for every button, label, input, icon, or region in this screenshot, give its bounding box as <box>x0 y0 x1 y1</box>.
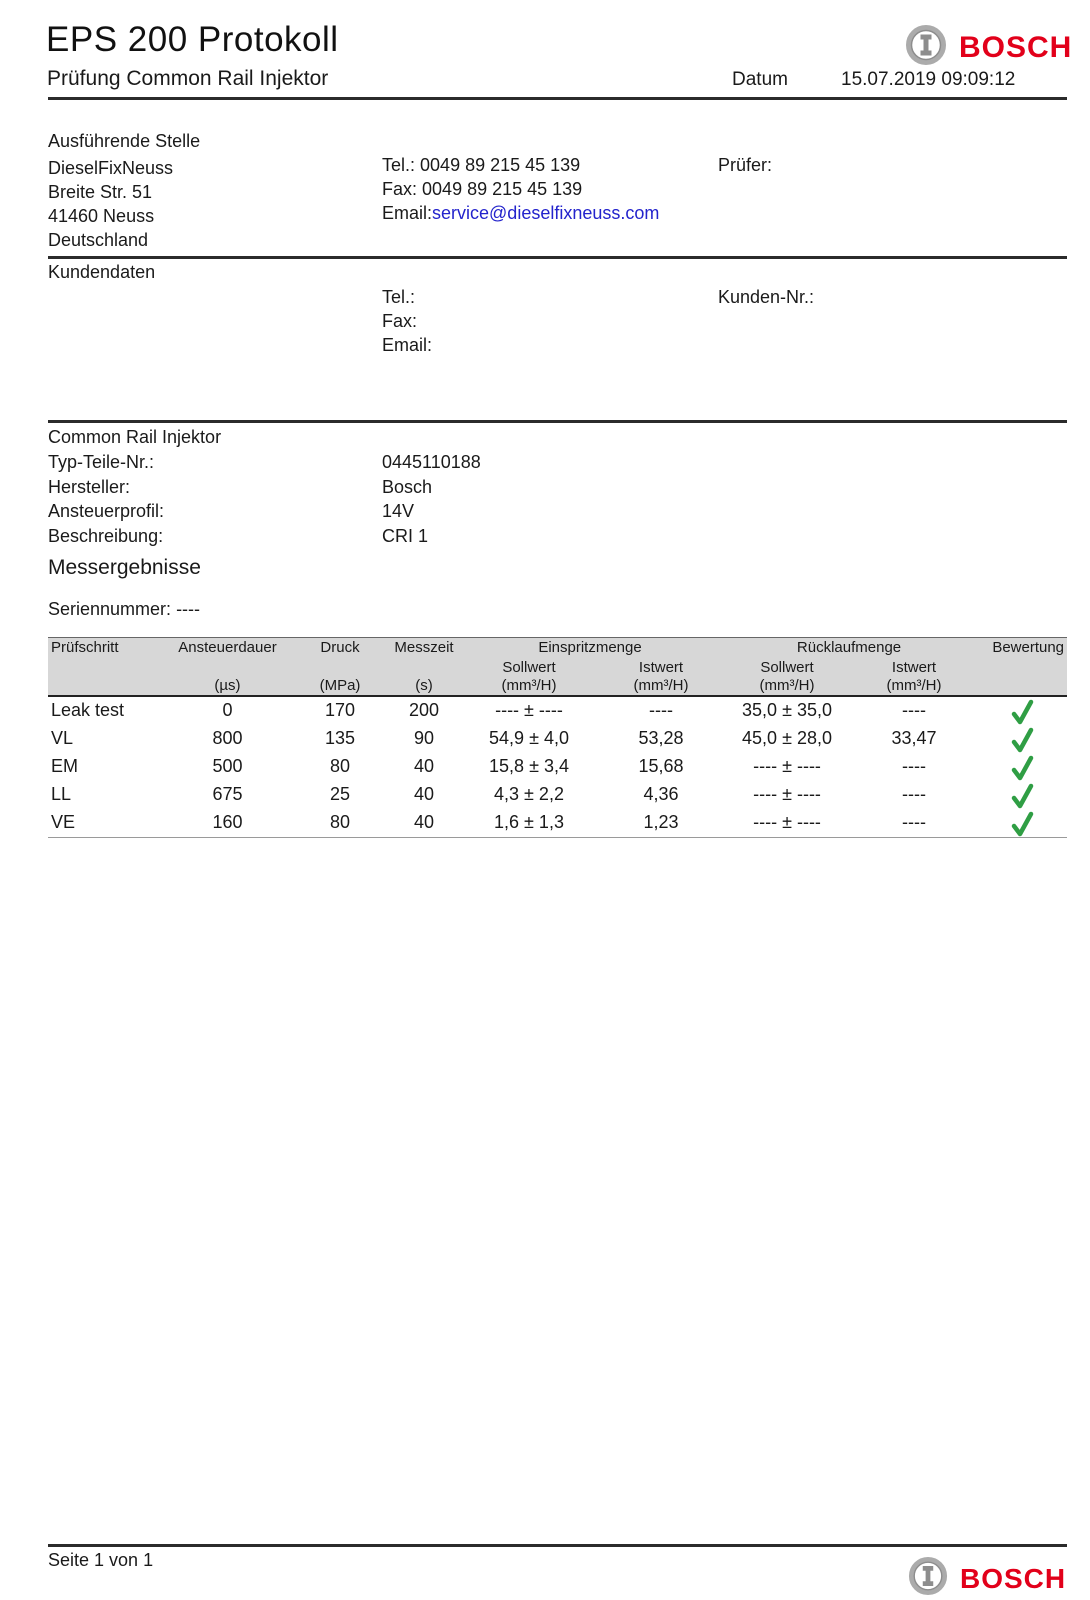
table-header-row-2 <box>48 658 1067 677</box>
bosch-logo-footer <box>908 1556 1066 1600</box>
table-row <box>48 696 1067 725</box>
cell-time: 200 <box>408 700 440 720</box>
col-einspritzmenge: Einspritzmenge <box>458 638 722 658</box>
cell-inj-set: 54,9 ± 4,0 <box>489 728 569 748</box>
injector-row-value: CRI 1 <box>382 526 429 546</box>
injector-row-value: 0445110188 <box>382 452 481 472</box>
cell-ret-act: ---- <box>902 700 927 720</box>
col-messzeit: Messzeit <box>390 638 458 658</box>
bosch-anchor-icon <box>908 1556 948 1600</box>
table-row <box>48 725 1067 753</box>
col-ruecklauf-istwert: Istwert <box>852 658 976 677</box>
tel-label: Tel.: <box>382 155 416 175</box>
cell-ret-set: 45,0 ± 28,0 <box>742 728 832 748</box>
bosch-logo <box>905 24 1072 71</box>
table-row <box>48 753 1067 781</box>
cell-time: 40 <box>413 784 435 804</box>
unit-s: (s) <box>390 677 458 696</box>
cell-step: VL <box>51 728 74 748</box>
page-title: EPS 200 Protokoll <box>46 20 339 59</box>
check-icon <box>976 696 1067 725</box>
bosch-anchor-icon <box>905 24 947 71</box>
cell-pressure: 80 <box>329 756 351 776</box>
executing-country: Deutschland <box>48 230 149 250</box>
executing-email <box>382 203 659 224</box>
executing-street: Breite Str. 51 <box>48 182 153 202</box>
customer-fax-label: Fax: <box>382 311 418 331</box>
check-icon <box>976 753 1067 781</box>
injector-row-label: Hersteller: <box>48 477 131 497</box>
executing-city: 41460 Neuss <box>48 206 155 226</box>
cell-ret-act: 33,47 <box>891 728 937 748</box>
cell-step: VE <box>48 809 165 838</box>
footer-divider <box>48 1544 1067 1547</box>
cell-ret-set: ---- ± ---- <box>753 784 821 804</box>
cell-time: 40 <box>413 756 435 776</box>
cell-inj-act: ---- <box>649 700 673 720</box>
injector-row-value: 14V <box>382 501 415 521</box>
cell-pressure: 170 <box>324 700 356 720</box>
cell-pressure: 80 <box>290 809 390 838</box>
unit-us: (µs) <box>165 677 290 696</box>
executing-name: DieselFixNeuss <box>48 158 174 178</box>
page-subtitle: Prüfung Common Rail Injektor <box>47 67 329 90</box>
page-number: Seite 1 von 1 <box>48 1550 154 1570</box>
injector-divider <box>48 420 1067 423</box>
cell-inj-set: 1,6 ± 1,3 <box>458 809 600 838</box>
col-einspritz-sollwert: Sollwert <box>458 658 600 677</box>
unit-mm3h: (mm³/H) <box>458 677 600 696</box>
cell-ret-act: ---- <box>852 809 976 838</box>
cell-duration: 500 <box>212 756 243 776</box>
customer-number-label: Kunden-Nr.: <box>718 287 815 307</box>
col-bewertung: Bewertung <box>976 638 1067 658</box>
cell-duration: 160 <box>165 809 290 838</box>
cell-pressure: 135 <box>324 728 356 748</box>
col-ansteuerdauer: Ansteuerdauer <box>165 638 290 658</box>
col-ruecklaufmenge: Rücklaufmenge <box>722 638 976 658</box>
customer-email-label: Email: <box>382 335 433 355</box>
serial-value: ---- <box>176 599 201 619</box>
serial-number <box>48 599 200 620</box>
cell-inj-act: 53,28 <box>638 728 684 748</box>
col-einspritz-istwert: Istwert <box>600 658 722 677</box>
cell-inj-set: 4,3 ± 2,2 <box>494 784 564 804</box>
cell-inj-set: 15,8 ± 3,4 <box>489 756 569 776</box>
serial-label: Seriennummer: <box>48 599 172 619</box>
customer-tel-label: Tel.: <box>382 287 416 307</box>
unit-mm3h: (mm³/H) <box>722 677 852 696</box>
fax-value: 0049 89 215 45 139 <box>422 179 583 199</box>
unit-mm3h: (mm³/H) <box>600 677 722 696</box>
date-value: 15.07.2019 09:09:12 <box>841 69 1016 90</box>
cell-time: 90 <box>413 728 435 748</box>
injector-row-label: Typ-Teile-Nr.: <box>48 452 155 472</box>
executing-fax <box>382 179 582 200</box>
date-label: Datum <box>732 69 788 90</box>
email-label: Email: <box>382 203 433 223</box>
cell-duration: 675 <box>212 784 243 804</box>
table-header-row-1 <box>48 638 1067 658</box>
check-icon <box>976 809 1067 838</box>
cell-step: Leak test <box>51 700 125 720</box>
cell-ret-set: 35,0 ± 35,0 <box>742 700 832 720</box>
customer-heading: Kundendaten <box>48 262 156 282</box>
injector-heading: Common Rail Injektor <box>48 427 222 447</box>
check-icon <box>976 781 1067 809</box>
unit-mpa: (MPa) <box>290 677 390 696</box>
col-ruecklauf-sollwert: Sollwert <box>722 658 852 677</box>
cell-pressure: 25 <box>329 784 351 804</box>
bosch-wordmark: BOSCH <box>960 1562 1067 1594</box>
cell-ret-act: ---- <box>902 784 927 804</box>
cell-inj-act: 15,68 <box>638 756 684 776</box>
cell-step: LL <box>51 784 72 804</box>
cell-inj-act: 1,23 <box>600 809 722 838</box>
customer-divider <box>48 256 1067 259</box>
results-table <box>48 637 1067 838</box>
table-row <box>48 781 1067 809</box>
fax-label: Fax: <box>382 179 418 199</box>
injector-row-value: Bosch <box>382 477 433 497</box>
cell-ret-set: ---- ± ---- <box>753 756 821 776</box>
cell-inj-set: ---- ± ---- <box>495 700 563 720</box>
col-pruefschritt: Prüfschritt <box>48 638 165 658</box>
email-link[interactable]: service@dieselfixneuss.com <box>432 203 660 223</box>
cell-time: 40 <box>390 809 458 838</box>
tel-value: 0049 89 215 45 139 <box>420 155 581 175</box>
cell-inj-act: 4,36 <box>643 784 679 804</box>
cell-step: EM <box>51 756 78 776</box>
check-icon <box>976 725 1067 753</box>
bosch-wordmark: BOSCH <box>959 30 1073 64</box>
injector-row-label: Beschreibung: <box>48 526 164 546</box>
cell-ret-act: ---- <box>902 756 927 776</box>
table-row <box>48 809 1067 838</box>
table-header-row-units <box>48 677 1067 696</box>
executing-tel <box>382 155 580 176</box>
cell-duration: 800 <box>212 728 243 748</box>
executing-heading: Ausführende Stelle <box>48 131 201 151</box>
col-druck: Druck <box>290 638 390 658</box>
header-divider <box>48 97 1067 100</box>
pruefer-label: Prüfer: <box>718 155 773 175</box>
cell-duration: 0 <box>222 700 233 720</box>
unit-mm3h: (mm³/H) <box>852 677 976 696</box>
cell-ret-set: ---- ± ---- <box>722 809 852 838</box>
results-heading: Messergebnisse <box>48 556 201 579</box>
injector-row-label: Ansteuerprofil: <box>48 501 165 521</box>
